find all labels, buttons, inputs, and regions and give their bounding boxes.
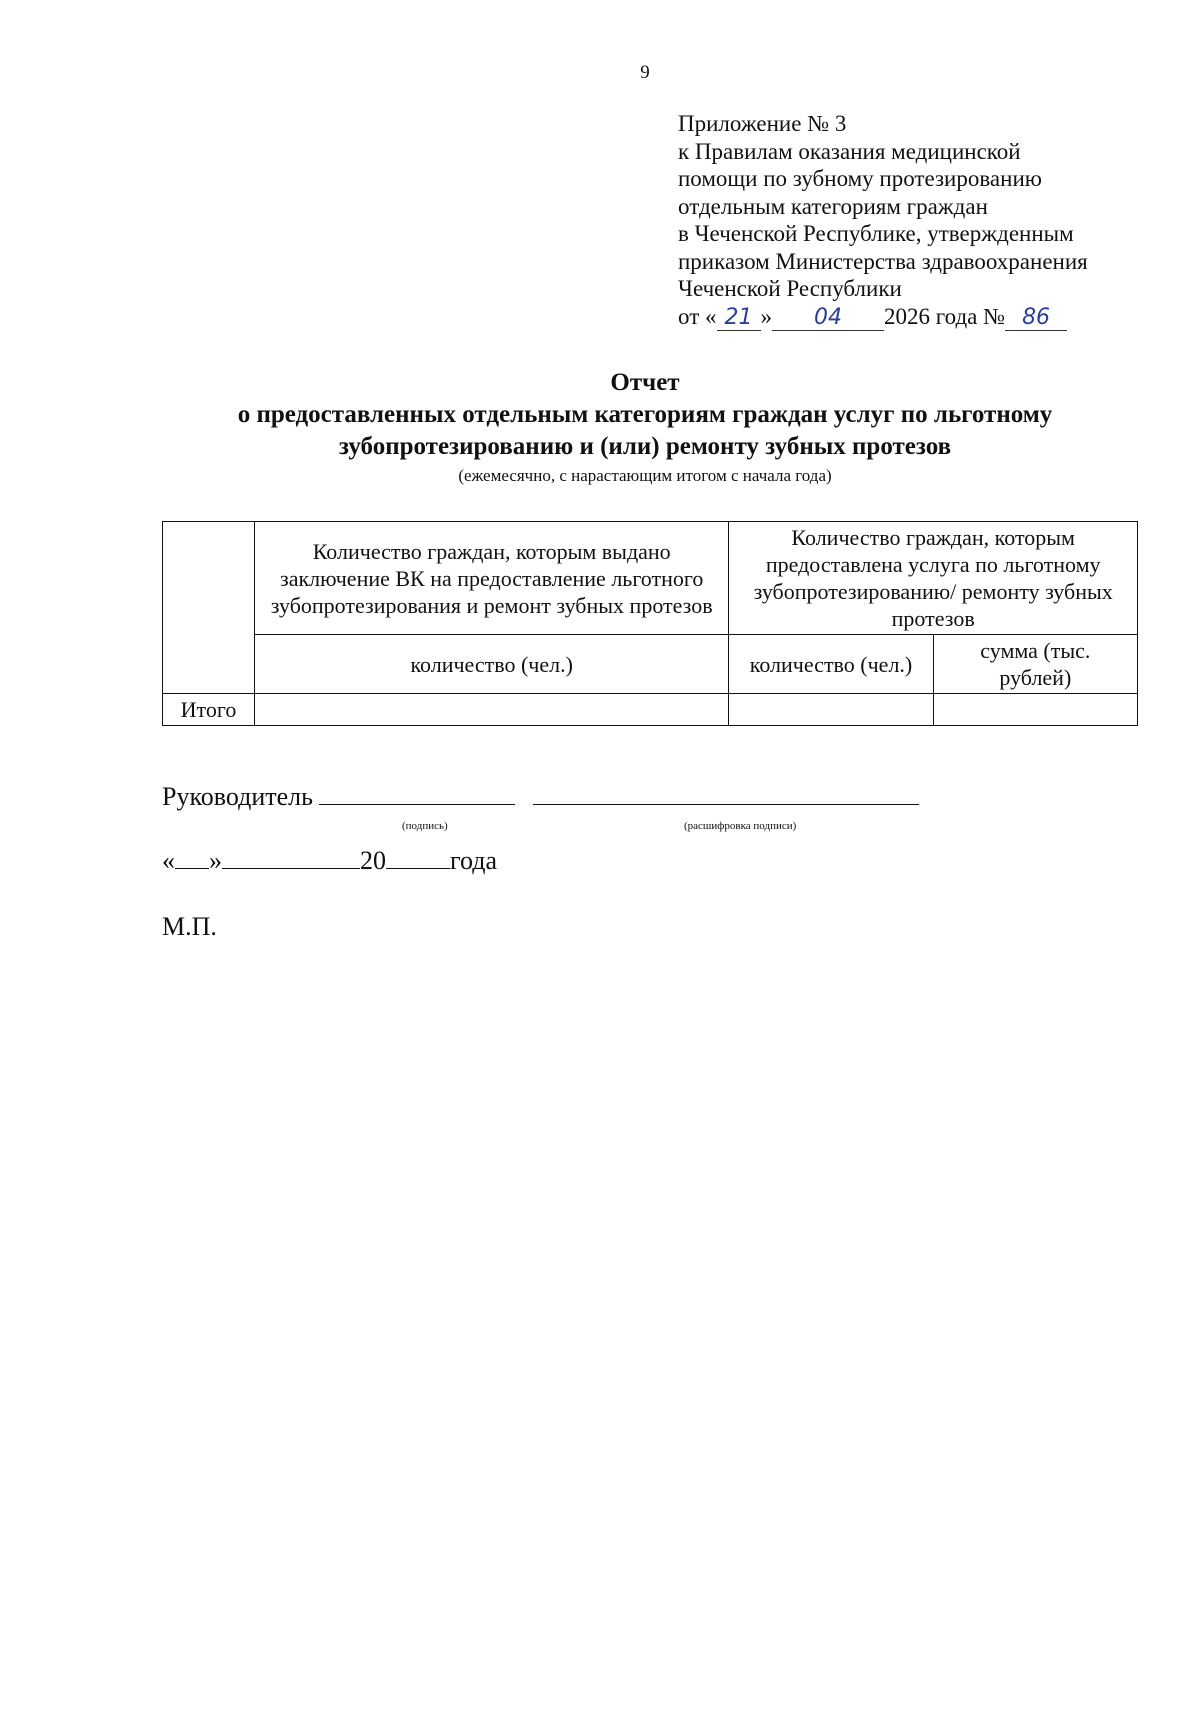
- appendix-block: [678, 110, 1178, 331]
- stamp-place: М.П.: [162, 912, 217, 941]
- appendix-date-line: [678, 303, 1178, 331]
- date-suffix: года: [450, 846, 498, 875]
- appendix-line: к Правилам оказания медицинской: [678, 138, 1021, 164]
- signature-label: Руководитель: [162, 782, 313, 811]
- date-close-quote: »: [760, 303, 772, 329]
- subheader-service-sum: сумма (тыс. рублей): [933, 635, 1137, 694]
- date-century: 20: [360, 846, 386, 875]
- signature-blank: [319, 782, 515, 805]
- subheader-service-count: количество (чел.): [729, 635, 933, 694]
- appendix-line: Чеченской Республики: [678, 276, 902, 301]
- date-open-quote: «: [162, 846, 175, 875]
- table-total-row: [163, 694, 1138, 726]
- table-subheader-row: [163, 635, 1138, 694]
- table-corner-cell: [163, 522, 255, 694]
- total-service-count: [729, 694, 933, 726]
- report-table: [162, 521, 1138, 726]
- appendix-line: помощи по зубному протезированию: [678, 166, 1042, 191]
- signature-caption: (подпись): [402, 820, 448, 832]
- date-prefix: от «: [678, 303, 717, 329]
- header-service-provided: Количество граждан, которым предоставлена услуга по льготному зубопротезированию/ ремонту зубных протезов: [729, 522, 1138, 635]
- handwritten-day: 21: [717, 306, 761, 331]
- date-year-text: 2026 года №: [884, 303, 1006, 329]
- table-header-row: [163, 522, 1138, 635]
- subheader-vk-count: количество (чел.): [255, 635, 729, 694]
- month-blank: [222, 846, 360, 869]
- day-blank: [175, 846, 209, 869]
- handwritten-month: 04: [772, 306, 884, 331]
- signature-row: [162, 782, 919, 812]
- title-line-2: о предоставленных отдельным категориям граждан услуг по льготному: [237, 401, 1053, 428]
- date-row: [162, 846, 497, 876]
- total-service-sum: [933, 694, 1137, 726]
- header-vk-conclusion: Количество граждан, которым выдано заключение ВК на предоставление льготного зубопротезирования и ремонт зубных протезов: [255, 522, 729, 635]
- report-title: [0, 367, 1200, 487]
- total-label: Итого: [163, 694, 255, 726]
- title-line-1: Отчет: [610, 369, 680, 396]
- signature-decode-blank: [533, 782, 919, 805]
- handwritten-doc-number: 86: [1005, 306, 1067, 331]
- appendix-line: в Чеченской Республике, утвержденным: [678, 221, 1074, 246]
- date-close-quote: »: [209, 846, 222, 875]
- appendix-line: приказом Министерства здравоохранения: [678, 248, 1088, 274]
- total-vk-count: [255, 694, 729, 726]
- appendix-line: отдельным категориям граждан: [678, 193, 988, 219]
- decode-caption: (расшифровка подписи): [684, 820, 797, 832]
- year-blank: [386, 846, 450, 869]
- title-line-3: зубопротезированию и (или) ремонту зубных протезов: [338, 433, 952, 460]
- page-number: 9: [640, 62, 650, 83]
- title-subtitle: (ежемесячно, с нарастающим итогом с начала года): [458, 466, 832, 485]
- appendix-line: Приложение № 3: [678, 111, 847, 136]
